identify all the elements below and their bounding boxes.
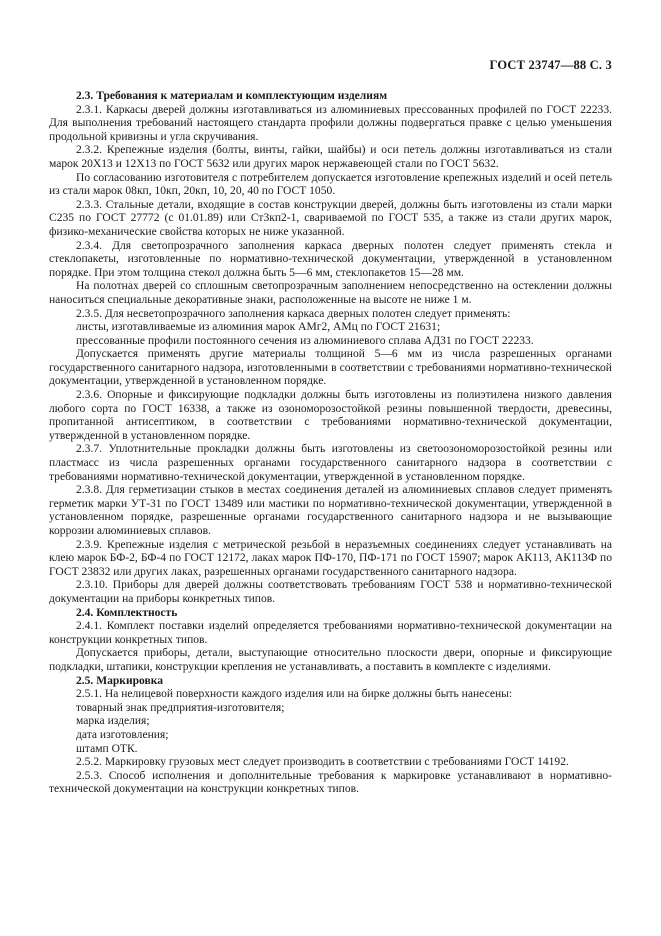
paragraph: 2.4.1. Комплект поставки изделий определяется требованиями нормативно-технической документации на конструкции конкретных типов. [49, 620, 612, 646]
paragraph: Допускается применять другие материалы толщиной 5—6 мм из числа разрешенных органами государственного санитарного надзора, изготовленными в соответствии с требованиями нормативно-технической документации, утвержденной в установленном порядке. [49, 348, 612, 388]
list-item: прессованные профили постоянного сечения из алюминиевого сплава АД31 по ГОСТ 22233. [76, 334, 534, 347]
section-heading: 2.5. Маркировка [76, 674, 164, 687]
section-heading: 2.4. Комплектность [76, 606, 178, 619]
paragraph: 2.3.5. Для несветопрозрачного заполнения каркаса дверных полотен следует применять: [76, 307, 511, 320]
page-header: ГОСТ 23747—88 С. 3 [489, 58, 612, 72]
paragraph: 2.5.1. На нелицевой поверхности каждого изделия или на бирке должны быть нанесены: [76, 688, 513, 701]
list-item: товарный знак предприятия-изготовителя; [76, 701, 285, 714]
paragraph: 2.3.8. Для герметизации стыков в местах соединения деталей из алюминиевых сплавов следует применять герметик марки УТ-31 по ГОСТ 13489 или мастики по нормативно-технической документации, утвержденной в установленном порядке, разрешенные органами государственного санитарного надзора и не вызывающие коррозии алюминиевых сплавов. [49, 484, 612, 537]
list-item: листы, изготавливаемые из алюминия марок АМг2, АМц по ГОСТ 21631; [76, 321, 441, 334]
paragraph: 2.5.3. Способ исполнения и дополнительные требования к маркировке устанавливают в нормативно-технической документации на конструкции конкретных типов. [49, 769, 612, 796]
document-body [49, 90, 612, 797]
paragraph: По согласованию изготовителя с потребителем допускается изготовление крепежных изделий и осей петель из стали марок 08кп, 10кп, 20кп, 10, 20, 40 по ГОСТ 1050. [49, 171, 612, 198]
list-item: марка изделия; [76, 715, 150, 728]
paragraph: 2.3.7. Уплотнительные прокладки должны быть изготовлены из светоозономорозостойкой резины или пластмасс из числа разрешенных органами государственного санитарного надзора в соответствии с требованиями нормативно-технической документации, утвержденной в установленном порядке. [49, 443, 612, 483]
list-item: штамп ОТК. [76, 742, 138, 755]
paragraph: 2.3.4. Для светопрозрачного заполнения каркаса дверных полотен следует применять стекла и стеклопакеты, изготовленные по нормативно-технической документации, утвержденной в установленном порядке. При этом толщина стекол должна быть 5—6 мм, стеклопакетов 15—28 мм. [49, 239, 612, 279]
paragraph: 2.3.2. Крепежные изделия (болты, винты, гайки, шайбы) и оси петель должны изготавливаться из стали марок 20Х13 и 12Х13 по ГОСТ 5632 или других марок нержавеющей стали по ГОСТ 5632. [49, 144, 612, 170]
section-heading: 2.3. Требования к материалам и комплектующим изделиям [76, 90, 388, 102]
paragraph: Допускается приборы, детали, выступающие относительно плоскости двери, опорные и фиксирующие подкладки, штапики, конструкции крепления не устанавливать, а поставить в комплекте с изделиями. [49, 647, 612, 673]
paragraph: 2.3.10. Приборы для дверей должны соответствовать требованиям ГОСТ 538 и нормативно-технической документации на приборы конкретных типов. [49, 579, 612, 605]
paragraph: 2.3.6. Опорные и фиксирующие подкладки должны быть изготовлены из полиэтилена низкого давления любого сорта по ГОСТ 16338, а также из озономорозостойкой резины повышенной твердости, древесины, пропитанной антисептиком, в соответствии с требованиями нормативно-технической документации, утвержденной в установленном порядке. [49, 389, 612, 442]
paragraph: 2.3.1. Каркасы дверей должны изготавливаться из алюминиевых прессованных профилей по ГОСТ 22233. Для выполнения требований настоящего стандарта профили должны подвергаться правке с целью уменьшения продольной кривизны и угла скручивания. [49, 103, 612, 143]
paragraph: 2.3.9. Крепежные изделия с метрической резьбой в неразъемных соединениях следует устанавливать на клею марок БФ-2, БФ-4 по ГОСТ 12172, лаках марок ПФ-170, ПФ-171 по ГОСТ 15907; марок АК113, АК113Ф по ГОСТ 23832 или других лаках, разрешенных органами государственного санитарного надзора. [49, 538, 612, 578]
paragraph: На полотнах дверей со сплошным светопрозрачным заполнением непосредственно на остеклении должны наноситься специальные декоративные знаки, расположенные на высоте не ниже 1 м. [49, 280, 612, 306]
list-item: дата изготовления; [76, 728, 169, 741]
paragraph: 2.5.2. Маркировку грузовых мест следует производить в соответствии с требованиями ГОСТ 14192. [76, 756, 569, 769]
paragraph: 2.3.3. Стальные детали, входящие в состав конструкции дверей, должны быть изготовлены из стали марки С235 по ГОСТ 27772 (с 01.01.89) или Ст3кп2-1, свариваемой по ГОСТ 535, а также из стали других марок, физико-механические свойства которых не ниже указанной. [49, 198, 612, 238]
